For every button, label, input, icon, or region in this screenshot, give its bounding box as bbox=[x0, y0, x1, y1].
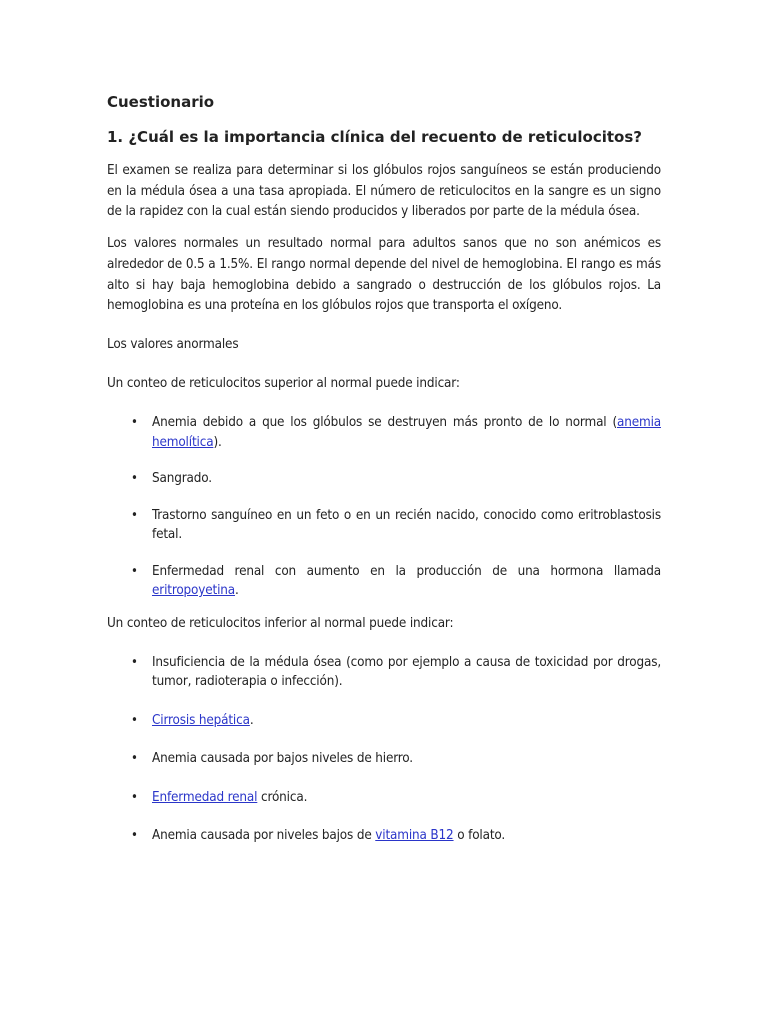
list-item-text: Trastorno sanguíneo en un feto o en un recién nacido, conocido como eritroblastosis fetal. bbox=[152, 507, 661, 543]
list-item-text: ). bbox=[213, 434, 222, 450]
list-item-text: Enfermedad renal con aumento en la producción de una hormona llamada bbox=[152, 563, 661, 579]
link-eritropoyetina[interactable]: eritropoyetina bbox=[152, 583, 236, 599]
list-item-text: crónica. bbox=[257, 789, 308, 805]
list-item bbox=[107, 711, 661, 731]
question-title: 1. ¿Cuál es la importancia clínica del recuento de reticulocitos? bbox=[107, 128, 642, 146]
list-item bbox=[107, 749, 661, 769]
list-item-text: . bbox=[235, 583, 239, 599]
normal-values-paragraph: Los valores normales un resultado normal para adultos sanos que no son anémicos es alrededor de 0.5 a 1.5%. El rango normal depende del nivel de hemoglobina. El rango es más alto si hay baja hemoglobina debido a sangrado o destrucción de los glóbulos rojos. La hemoglobina es una proteína en los glóbulos rojos que transporta el oxígeno. bbox=[107, 236, 661, 314]
document-page bbox=[107, 92, 661, 846]
link-vitamina-b12[interactable]: vitamina B12 bbox=[375, 828, 454, 844]
list-item-text: Insuficiencia de la médula ósea (como por ejemplo a causa de toxicidad por drogas, tumor, radioterapia o infección). bbox=[152, 654, 661, 690]
low-count-list bbox=[107, 653, 661, 846]
bullet-icon: • bbox=[131, 563, 138, 579]
high-count-list bbox=[107, 413, 661, 601]
list-item bbox=[107, 826, 661, 846]
abnormal-values-heading: Los valores anormales bbox=[107, 336, 239, 352]
bullet-icon: • bbox=[131, 415, 138, 431]
list-item-text: . bbox=[249, 712, 254, 728]
list-item bbox=[107, 562, 661, 601]
high-count-intro: Un conteo de reticulocitos superior al normal puede indicar: bbox=[107, 375, 460, 391]
bullet-icon: • bbox=[131, 828, 138, 844]
low-count-intro: Un conteo de reticulocitos inferior al normal puede indicar: bbox=[107, 615, 454, 631]
list-item bbox=[107, 788, 661, 808]
bullet-icon: • bbox=[131, 712, 138, 728]
link-anemia-hemolitica[interactable]: anemia hemolítica bbox=[152, 415, 661, 450]
bullet-icon: • bbox=[131, 654, 138, 670]
list-item bbox=[107, 413, 661, 452]
list-item bbox=[107, 653, 661, 692]
bullet-icon: • bbox=[131, 471, 138, 487]
list-item-text: Sangrado. bbox=[152, 471, 212, 487]
section-title: Cuestionario bbox=[107, 93, 215, 111]
list-item-text: Anemia causada por bajos niveles de hierro. bbox=[152, 751, 413, 767]
intro-paragraph: El examen se realiza para determinar si los glóbulos rojos sanguíneos se están produciendo en la médula ósea a una tasa apropiada. El número de reticulocitos en la sangre es un signo de la rapidez con la cual están siendo producidos y liberados por parte de la médula ósea. bbox=[107, 163, 661, 220]
bullet-icon: • bbox=[131, 789, 138, 805]
list-item-text: o folato. bbox=[453, 828, 506, 844]
list-item-text: Anemia debido a que los glóbulos se destruyen más pronto de lo normal ( bbox=[152, 415, 617, 431]
link-enfermedad-renal[interactable]: Enfermedad renal bbox=[152, 789, 258, 805]
bullet-icon: • bbox=[131, 507, 138, 523]
list-item bbox=[107, 469, 661, 489]
list-item bbox=[107, 506, 661, 545]
bullet-icon: • bbox=[131, 751, 138, 767]
link-cirrosis-hepatica[interactable]: Cirrosis hepática bbox=[152, 712, 250, 728]
list-item-text: Anemia causada por niveles bajos de bbox=[152, 828, 376, 844]
